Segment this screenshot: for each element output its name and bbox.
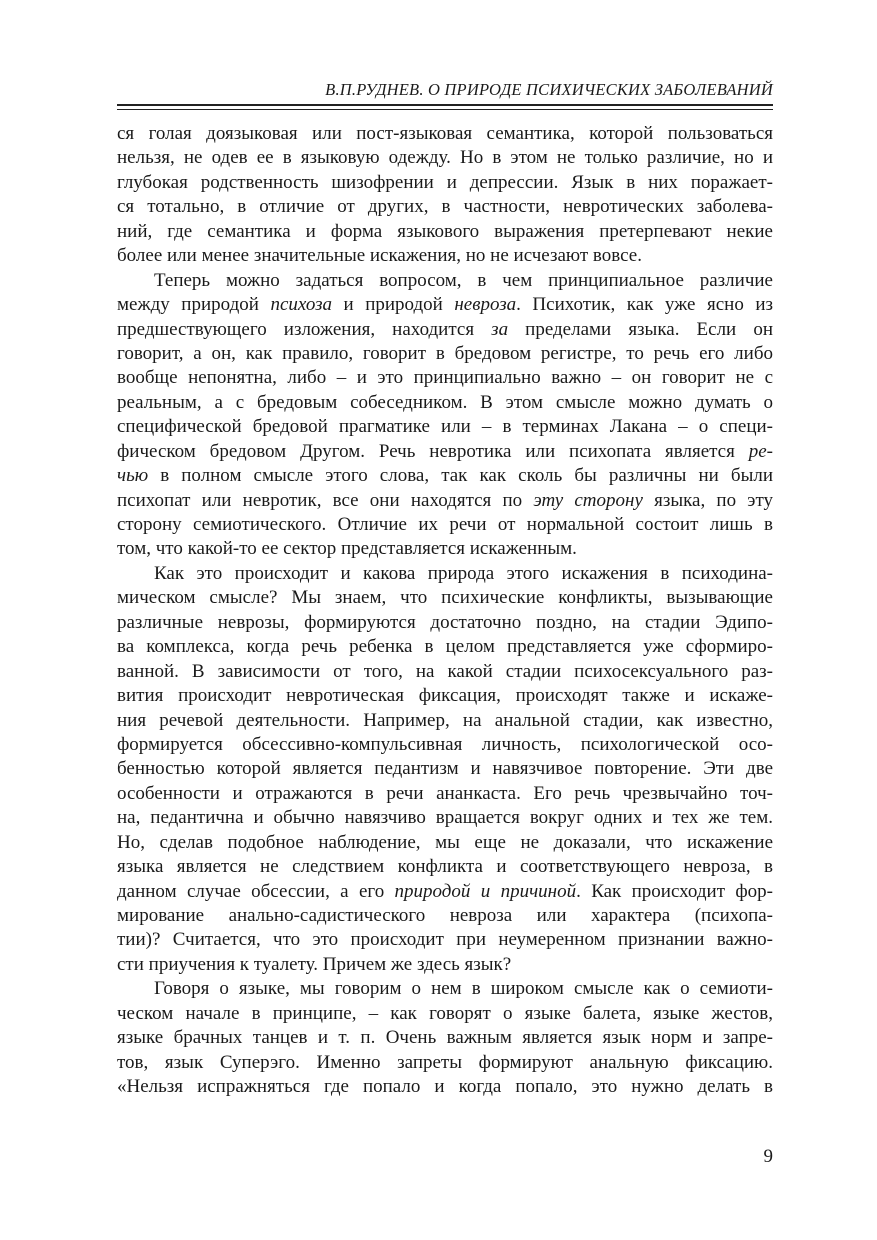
text-span: данном случае обсессии, а его — [117, 880, 395, 902]
text-span: особенности и отражаются в речи ананкаста. Его речь чрезвычайно точ- — [117, 782, 773, 804]
text-span: Как это происходит и какова природа этого искажения в психодина- — [154, 562, 773, 584]
italic-emphasis: ре- — [748, 440, 773, 462]
text-line — [117, 293, 773, 317]
text-span: сти приучения к туалету. Причем же здесь язык? — [117, 953, 512, 975]
text-span: пределами языка. Если он — [508, 318, 773, 340]
text-line — [117, 684, 773, 708]
text-span: ва комплекса, когда речь ребенка в целом представляется уже сформиро- — [117, 636, 773, 658]
text-span: ния речевой деятельности. Например, на анальной стадии, как известно, — [117, 709, 773, 731]
text-line — [117, 635, 773, 659]
text-span: «Нельзя испражняться где попало и когда попало, это нужно делать в — [117, 1076, 773, 1098]
text-span: мическом смысле? Мы знаем, что психические конфликты, вызывающие — [117, 587, 773, 609]
italic-emphasis: за — [491, 318, 509, 340]
text-line — [117, 440, 773, 464]
text-span: нельзя, не одев ее в языковую одежду. Но в этом не только различие, но и — [117, 147, 773, 169]
text-line — [117, 806, 773, 830]
text-span: тов, язык Суперэго. Именно запреты формируют анальную фиксацию. — [117, 1051, 773, 1073]
text-span: Теперь можно задаться вопросом, в чем принципиальное различие — [154, 269, 773, 291]
text-line — [117, 977, 773, 1001]
paragraph — [117, 122, 773, 269]
text-span: том, что какой-то ее сектор представляется искаженным. — [117, 538, 577, 560]
paragraph — [117, 562, 773, 977]
text-span: . Как происходит фор- — [576, 880, 773, 902]
text-line — [117, 953, 773, 977]
text-span: вития происходит невротическая фиксация, происходят также и искаже- — [117, 685, 773, 707]
text-line — [117, 366, 773, 390]
text-line — [117, 880, 773, 904]
text-line — [117, 1075, 773, 1099]
italic-emphasis: чью — [117, 465, 149, 487]
text-line — [117, 171, 773, 195]
text-line — [117, 733, 773, 757]
text-span: глубокая родственность шизофрении и депрессии. Язык в них поражает- — [117, 171, 773, 193]
text-span: тии)? Считается, что это происходит при неумеренном признании важно- — [117, 929, 773, 951]
italic-emphasis: эту сторону — [533, 489, 643, 511]
text-span: . Психотик, как уже ясно из — [516, 294, 774, 316]
text-span: формируется обсессивно-компульсивная личность, психологической осо- — [117, 733, 773, 755]
text-span: и природой — [332, 294, 455, 316]
text-line — [117, 342, 773, 366]
text-line — [117, 709, 773, 733]
text-span: говорит, а он, как правило, говорит в бредовом регистре, то речь его либо — [117, 342, 773, 364]
text-span: различные неврозы, формируются достаточно поздно, на стадии Эдипо- — [117, 611, 773, 633]
text-span: специфической бредовой прагматике или – в терминах Лакана – о специ- — [117, 416, 773, 438]
italic-emphasis: природой и причиной — [394, 880, 577, 902]
text-span: психопат или невротик, все они находятся по — [117, 489, 534, 511]
text-line — [117, 562, 773, 586]
text-line — [117, 904, 773, 928]
text-line — [117, 831, 773, 855]
text-line — [117, 318, 773, 342]
paragraph — [117, 977, 773, 1099]
text-span: в полном смысле этого слова, так как сколь бы различны ни были — [148, 465, 773, 487]
text-span: ний, где семантика и форма языкового выражения претерпевают некие — [117, 220, 773, 242]
text-line — [117, 122, 773, 146]
text-span: на, педантична и обычно навязчиво вращается вокруг одних и тех же тем. — [117, 807, 773, 829]
text-line — [117, 513, 773, 537]
text-span: предшествующего изложения, находится — [117, 318, 492, 340]
text-line — [117, 586, 773, 610]
text-span: более или менее значительные искажения, но не исчезают вовсе. — [117, 245, 642, 267]
text-line — [117, 855, 773, 879]
text-span: ся тотально, в отличие от других, в частности, невротических заболева- — [117, 196, 773, 218]
body-text — [117, 122, 773, 1100]
text-span: ванной. В зависимости от того, на какой стадии психосексуального раз- — [117, 660, 773, 682]
text-span: бенностью которой является педантизм и навязчивое повторение. Эти две — [117, 758, 773, 780]
text-line — [117, 928, 773, 952]
text-line — [117, 1051, 773, 1075]
text-line — [117, 782, 773, 806]
page-number: 9 — [763, 1146, 773, 1167]
header-rule-thin — [117, 109, 773, 110]
text-span: ся голая доязыковая или пост-языковая семантика, которой пользоваться — [117, 123, 773, 144]
text-span: Говоря о языке, мы говорим о нем в широком смысле как о семиоти- — [154, 978, 773, 1000]
text-line — [117, 537, 773, 561]
italic-emphasis: невроза — [454, 294, 517, 316]
text-line — [117, 1002, 773, 1026]
text-line — [117, 464, 773, 488]
text-line — [117, 611, 773, 635]
text-span: языка является не следствием конфликта и соответствующего невроза, в — [117, 856, 773, 878]
text-span: языке брачных танцев и т. п. Очень важным является язык норм и запре- — [117, 1027, 773, 1049]
text-line — [117, 415, 773, 439]
text-line — [117, 269, 773, 293]
text-span: сторону семиотического. Отличие их речи от нормальной состоит лишь в — [117, 514, 773, 535]
text-line — [117, 146, 773, 170]
text-span: Но, сделав подобное наблюдение, мы еще не доказали, что искажение — [117, 831, 773, 853]
text-line — [117, 660, 773, 684]
text-span: фическом бредовом Другом. Речь невротика или психопата является — [117, 440, 749, 462]
text-span: между природой — [117, 294, 271, 316]
text-line — [117, 244, 773, 268]
text-line — [117, 489, 773, 513]
text-span: мирование анально-садистического невроза или характера (психопа- — [117, 905, 773, 926]
text-span: языка, по эту — [642, 489, 773, 511]
text-line — [117, 391, 773, 415]
running-header-title: В.П.РУДНЕВ. О ПРИРОДЕ ПСИХИЧЕСКИХ ЗАБОЛЕВАНИЙ — [325, 80, 773, 99]
text-line — [117, 1026, 773, 1050]
text-span: вообще непонятна, либо – и это принципиально важно – он говорит не с — [117, 367, 773, 389]
italic-emphasis: психоза — [270, 294, 332, 316]
paragraph — [117, 269, 773, 562]
header-rule-thick — [117, 104, 773, 106]
text-line — [117, 195, 773, 219]
text-line — [117, 220, 773, 244]
text-span: ческом начале в принципе, – как говорят о языке балета, языке жестов, — [117, 1002, 773, 1024]
text-line — [117, 757, 773, 781]
text-span: реальным, а с бредовым собеседником. В этом смысле можно думать о — [117, 391, 773, 413]
